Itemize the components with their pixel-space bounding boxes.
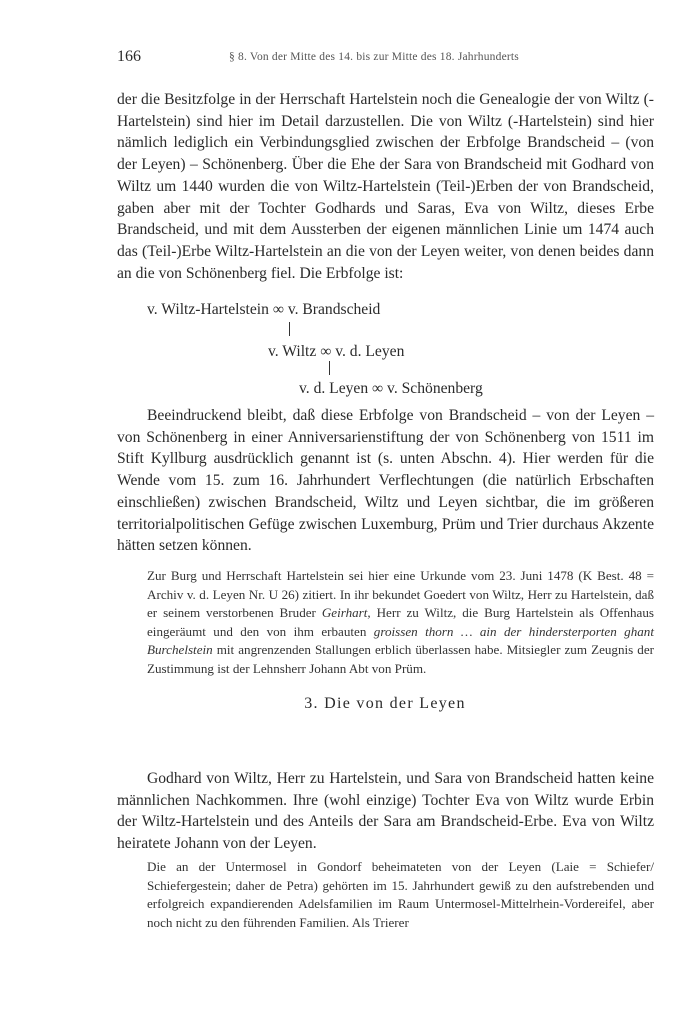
- succession-line-1: v. Wiltz-Hartelstein ∞ v. Brandscheid: [147, 301, 381, 318]
- footnote-italic-quote: groissen thorn … ain der hindersterporten ghant Burchelstein: [147, 623, 654, 658]
- page-number: 166: [117, 48, 141, 65]
- succession-connector-2: [329, 361, 330, 375]
- succession-connector-1: [289, 322, 290, 336]
- paragraph-anniversary-foundation: Beeindruckend bleibt, daß diese Erbfolge von Brandscheid – von der Leyen – von Schönenberg in einer Anniversarienstiftung der von Schönenberg von 1511 im Stift Kyllburg ausdrücklich genannt ist (s. unten Abschn. 4). Hier werden für die Wende vom 15. zum 16. Jahrhundert Verflechtungen (die natürlich Erbschaften einschließen) zwischen Brandscheid, Wiltz und Leyen sichtbar, die im größeren territorialpolitischen Gefüge zwischen Luxemburg, Prüm und Trier durchaus Akzente hätten setzen können.: [117, 407, 654, 555]
- footnote-text-part: Zur Burg und Herrschaft Hartelstein sei hier eine Urkunde vom 23. Juni 1478 (K Best. 48 = Archiv v. d. Leyen Nr. U 26) zitiert. In ihr bekundet Goedert von Wiltz, Herr zu Hartelstein, daß er seinem verstorbenen Bruder: [147, 568, 654, 621]
- footnote-text-part: mit angrenzenden Stallungen erblich überlassen habe. Mitsiegler zum Zeugnis der Zustimmung ist der Lehnsherr Johann Abt von Prüm.: [147, 642, 654, 676]
- paragraph-von-der-leyen: Godhard von Wiltz, Herr zu Hartelstein, und Sara von Brandscheid hatten keine männlichen Nachkommen. Ihre (wohl einzige) Tochter Eva von Wiltz wurde Erbin der Wiltz-Hartelstein und des Anteils der Sara am Brandscheid-Erbe. Eva von Wiltz heiratete Johann von der Leyen.: [117, 770, 654, 853]
- section-heading: 3. Die von der Leyen: [304, 695, 466, 712]
- footnote-italic-name: Geirhart,: [321, 605, 371, 621]
- page-header: [117, 48, 662, 70]
- footnote-leyen-origin: Die an der Untermosel in Gondorf beheimateten von der Leyen (Laie = Schiefer/ Schiefergestein; daher de Petra) gehörten im 15. Jahrhundert gewiß zu den aufstrebenden und erfolgreich expandierenden Adelsfamilien im Raum Untermosel-Mittelrhein-Vordereifel, aber noch nicht zu den führenden Familien. Als Trierer: [147, 859, 654, 930]
- footnote-hartelstein-document: [147, 567, 654, 679]
- succession-line-2: v. Wiltz ∞ v. d. Leyen: [268, 343, 405, 360]
- succession-line-3: v. d. Leyen ∞ v. Schönenberg: [299, 380, 483, 397]
- running-head: § 8. Von der Mitte des 14. bis zur Mitte des 18. Jahrhunderts: [229, 51, 519, 63]
- paragraph-succession-intro: der die Besitzfolge in der Herrschaft Hartelstein noch die Genealogie der von Wiltz (-Hartelstein) sind hier im Detail darzustellen. Die von Wiltz (-Hartelstein) sind hier nämlich lediglich ein Verbindungsglied zwischen der Erbfolge Brandscheid – (von der Leyen) – Schönenberg. Über die Ehe der Sara von Brandscheid mit Godhard von Wiltz um 1440 wurden die von Wiltz-Hartelstein (Teil-)Erben der von Brandscheid, gaben aber mit der Tochter Godhards und Saras, Eva von Wiltz, dieses Erbe Brandscheid, und mit dem Aussterben der eigenen männlichen Linie um 1474 auch das (Teil-)Erbe Wiltz-Hartelstein an die von der Leyen weiter, von denen beides dann an die von Schönenberg fiel. Die Erbfolge ist:: [117, 91, 654, 282]
- footnote-text-part: Herr zu Wiltz, die Burg Hartelstein als Offenhaus eingeräumt und den von ihm erbauten: [147, 605, 654, 639]
